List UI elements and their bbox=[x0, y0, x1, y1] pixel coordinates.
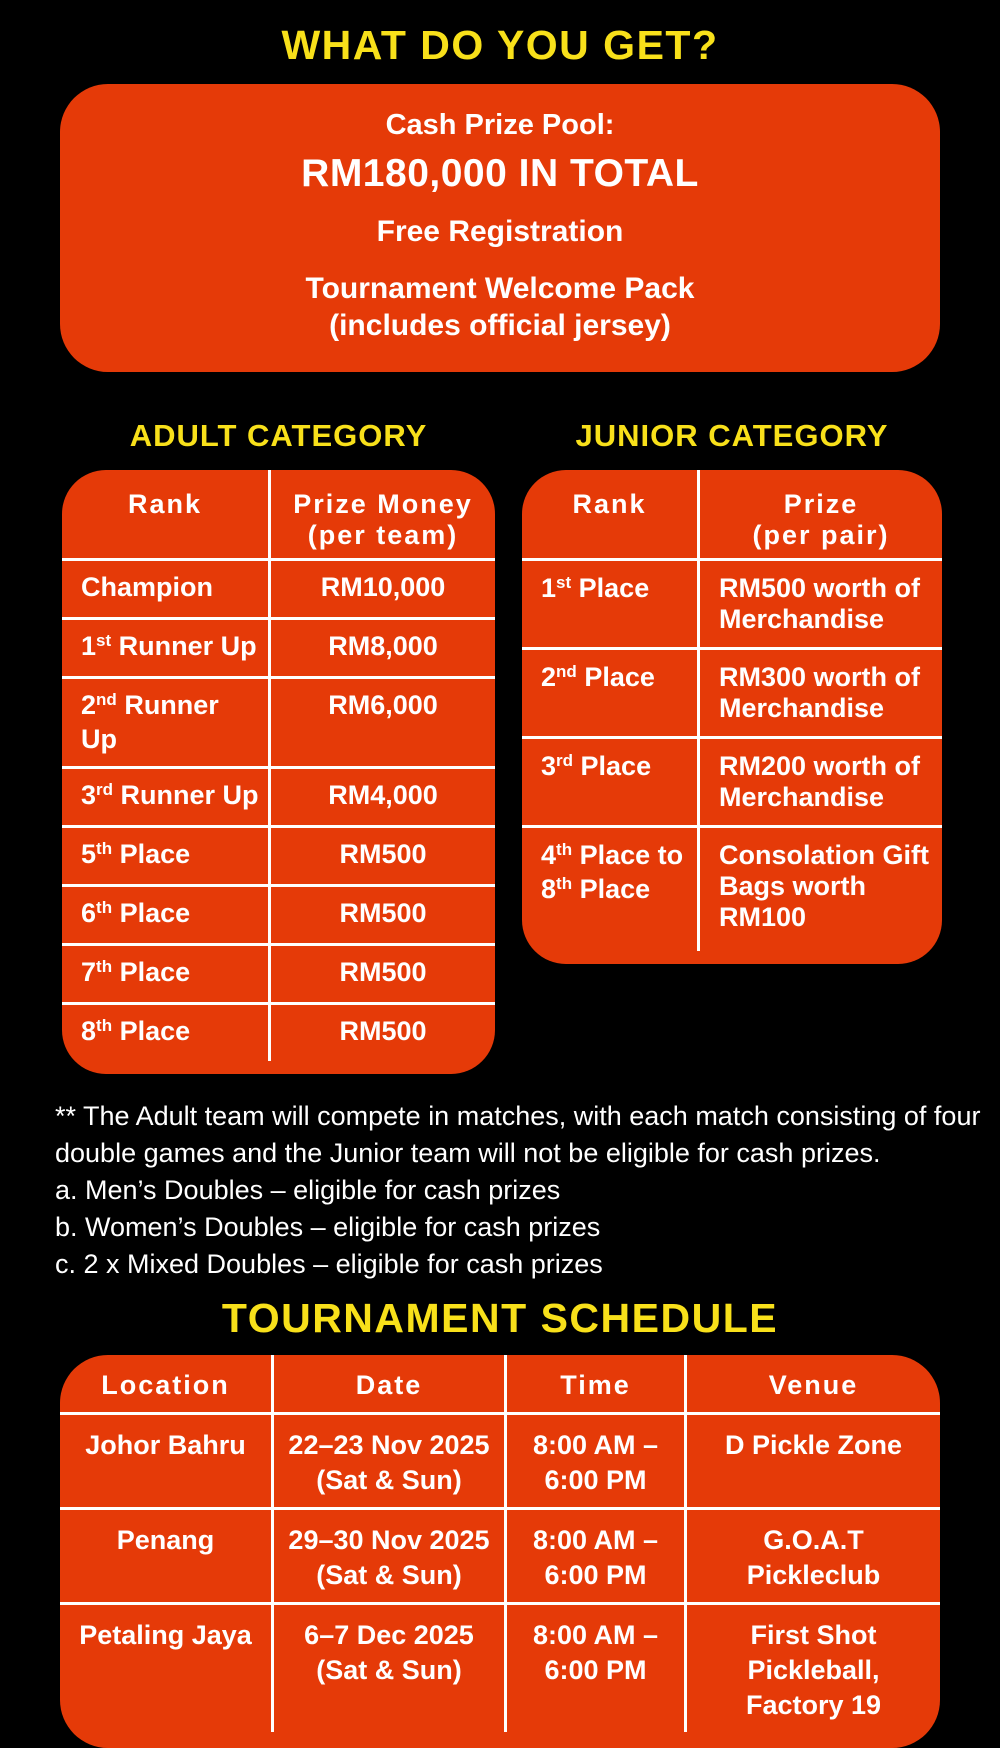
venue-cell: D Pickle Zone bbox=[724, 1430, 903, 1460]
location-cell: Johor Bahru bbox=[60, 1415, 274, 1507]
col-date: Date bbox=[274, 1355, 507, 1412]
footnote-line: c. 2 x Mixed Doubles – eligible for cash prizes bbox=[55, 1249, 603, 1279]
table-row bbox=[62, 884, 495, 943]
venue-cell: First Shot Pickleball, Factory 19 bbox=[745, 1620, 882, 1720]
adult-table-header bbox=[62, 470, 495, 558]
schedule-table-header bbox=[60, 1355, 940, 1412]
rank-cell: 2nd Runner Up bbox=[62, 679, 271, 766]
date-cell: 29–30 Nov 2025 (Sat & Sun) bbox=[274, 1510, 507, 1602]
table-row bbox=[62, 825, 495, 884]
rank-cell: 6th Place bbox=[62, 887, 271, 943]
adult-category-heading: ADULT CATEGORY bbox=[129, 418, 428, 453]
category-section bbox=[62, 418, 942, 1074]
table-row bbox=[522, 825, 942, 951]
table-row bbox=[62, 943, 495, 1002]
location-cell: Petaling Jaya bbox=[60, 1605, 274, 1732]
venue-cell: G.O.A.T Pickleclub bbox=[746, 1525, 881, 1590]
rank-cell: 1st Runner Up bbox=[62, 620, 271, 676]
junior-col-rank: Rank bbox=[522, 470, 700, 558]
prize-cell: RM8,000 bbox=[328, 631, 438, 661]
rank-cell: 3rd Place bbox=[522, 739, 700, 825]
adult-prize-table bbox=[62, 470, 495, 1074]
junior-category-heading: JUNIOR CATEGORY bbox=[575, 418, 889, 453]
prize-cell: RM500 bbox=[339, 839, 427, 869]
table-row bbox=[62, 1002, 495, 1061]
schedule-row bbox=[60, 1602, 940, 1732]
time-cell: 8:00 AM – 6:00 PM bbox=[507, 1605, 687, 1732]
rank-cell: 3rd Runner Up bbox=[62, 769, 271, 825]
prize-cell: RM500 bbox=[339, 957, 427, 987]
footnote-line: b. Women’s Doubles – eligible for cash prizes bbox=[55, 1212, 601, 1242]
rank-cell: 4th Place to 8th Place bbox=[522, 828, 700, 951]
prize-cell: RM4,000 bbox=[328, 780, 438, 810]
welcome-pack-line2: (includes official jersey) bbox=[329, 309, 671, 342]
adult-col-prize: Prize Money (per team) bbox=[293, 489, 473, 550]
rank-cell: 8th Place bbox=[62, 1005, 271, 1061]
rank-cell: 2nd Place bbox=[522, 650, 700, 736]
footnote bbox=[55, 1098, 980, 1283]
rank-cell: 1st Place bbox=[522, 561, 700, 647]
time-cell: 8:00 AM – 6:00 PM bbox=[507, 1415, 687, 1507]
location-cell: Penang bbox=[60, 1510, 274, 1602]
prize-cell: Consolation Gift Bags worth RM100 bbox=[719, 840, 929, 932]
table-row bbox=[62, 558, 495, 617]
benefits-card bbox=[60, 84, 940, 372]
date-cell: 6–7 Dec 2025 (Sat & Sun) bbox=[274, 1605, 507, 1732]
rank-cell: 7th Place bbox=[62, 946, 271, 1002]
footnote-line: double games and the Junior team will not be eligible for cash prizes. bbox=[55, 1138, 881, 1168]
junior-prize-table bbox=[522, 470, 942, 964]
page-title: WHAT DO YOU GET? bbox=[281, 22, 719, 68]
schedule-row bbox=[60, 1412, 940, 1507]
cash-prize-label: Cash Prize Pool: bbox=[385, 109, 615, 141]
rank-cell: 5th Place bbox=[62, 828, 271, 884]
prize-cell: RM500 worth of Merchandise bbox=[719, 573, 921, 634]
prize-cell: RM6,000 bbox=[328, 690, 438, 720]
prize-cell: RM500 bbox=[339, 1016, 427, 1046]
col-location: Location bbox=[60, 1355, 274, 1412]
prize-cell: RM300 worth of Merchandise bbox=[719, 662, 921, 723]
rank-cell: Champion bbox=[62, 561, 271, 617]
table-row bbox=[522, 558, 942, 647]
junior-category-column bbox=[522, 418, 942, 1074]
welcome-pack bbox=[90, 270, 910, 344]
table-row bbox=[522, 736, 942, 825]
col-venue: Venue bbox=[768, 1370, 859, 1400]
footnote-line: ** The Adult team will compete in matches, with each match consisting of four bbox=[55, 1101, 981, 1131]
footnote-line: a. Men’s Doubles – eligible for cash prizes bbox=[55, 1175, 561, 1205]
date-cell: 22–23 Nov 2025 (Sat & Sun) bbox=[274, 1415, 507, 1507]
table-row bbox=[522, 647, 942, 736]
prize-cell: RM500 bbox=[339, 898, 427, 928]
adult-col-rank: Rank bbox=[62, 470, 271, 558]
free-registration: Free Registration bbox=[376, 215, 624, 248]
prize-cell: RM200 worth of Merchandise bbox=[719, 751, 921, 812]
schedule-table bbox=[60, 1355, 940, 1748]
table-row bbox=[62, 676, 495, 766]
table-row bbox=[62, 617, 495, 676]
col-time: Time bbox=[507, 1355, 687, 1412]
time-cell: 8:00 AM – 6:00 PM bbox=[507, 1510, 687, 1602]
junior-col-prize: Prize (per pair) bbox=[752, 489, 890, 550]
cash-prize-amount: RM180,000 IN TOTAL bbox=[301, 152, 699, 195]
prize-cell: RM10,000 bbox=[320, 572, 446, 602]
schedule-heading: TOURNAMENT SCHEDULE bbox=[221, 1295, 779, 1341]
adult-category-column bbox=[62, 418, 495, 1074]
welcome-pack-line1: Tournament Welcome Pack bbox=[305, 272, 695, 305]
table-row bbox=[62, 766, 495, 825]
schedule-row bbox=[60, 1507, 940, 1602]
junior-table-header bbox=[522, 470, 942, 558]
